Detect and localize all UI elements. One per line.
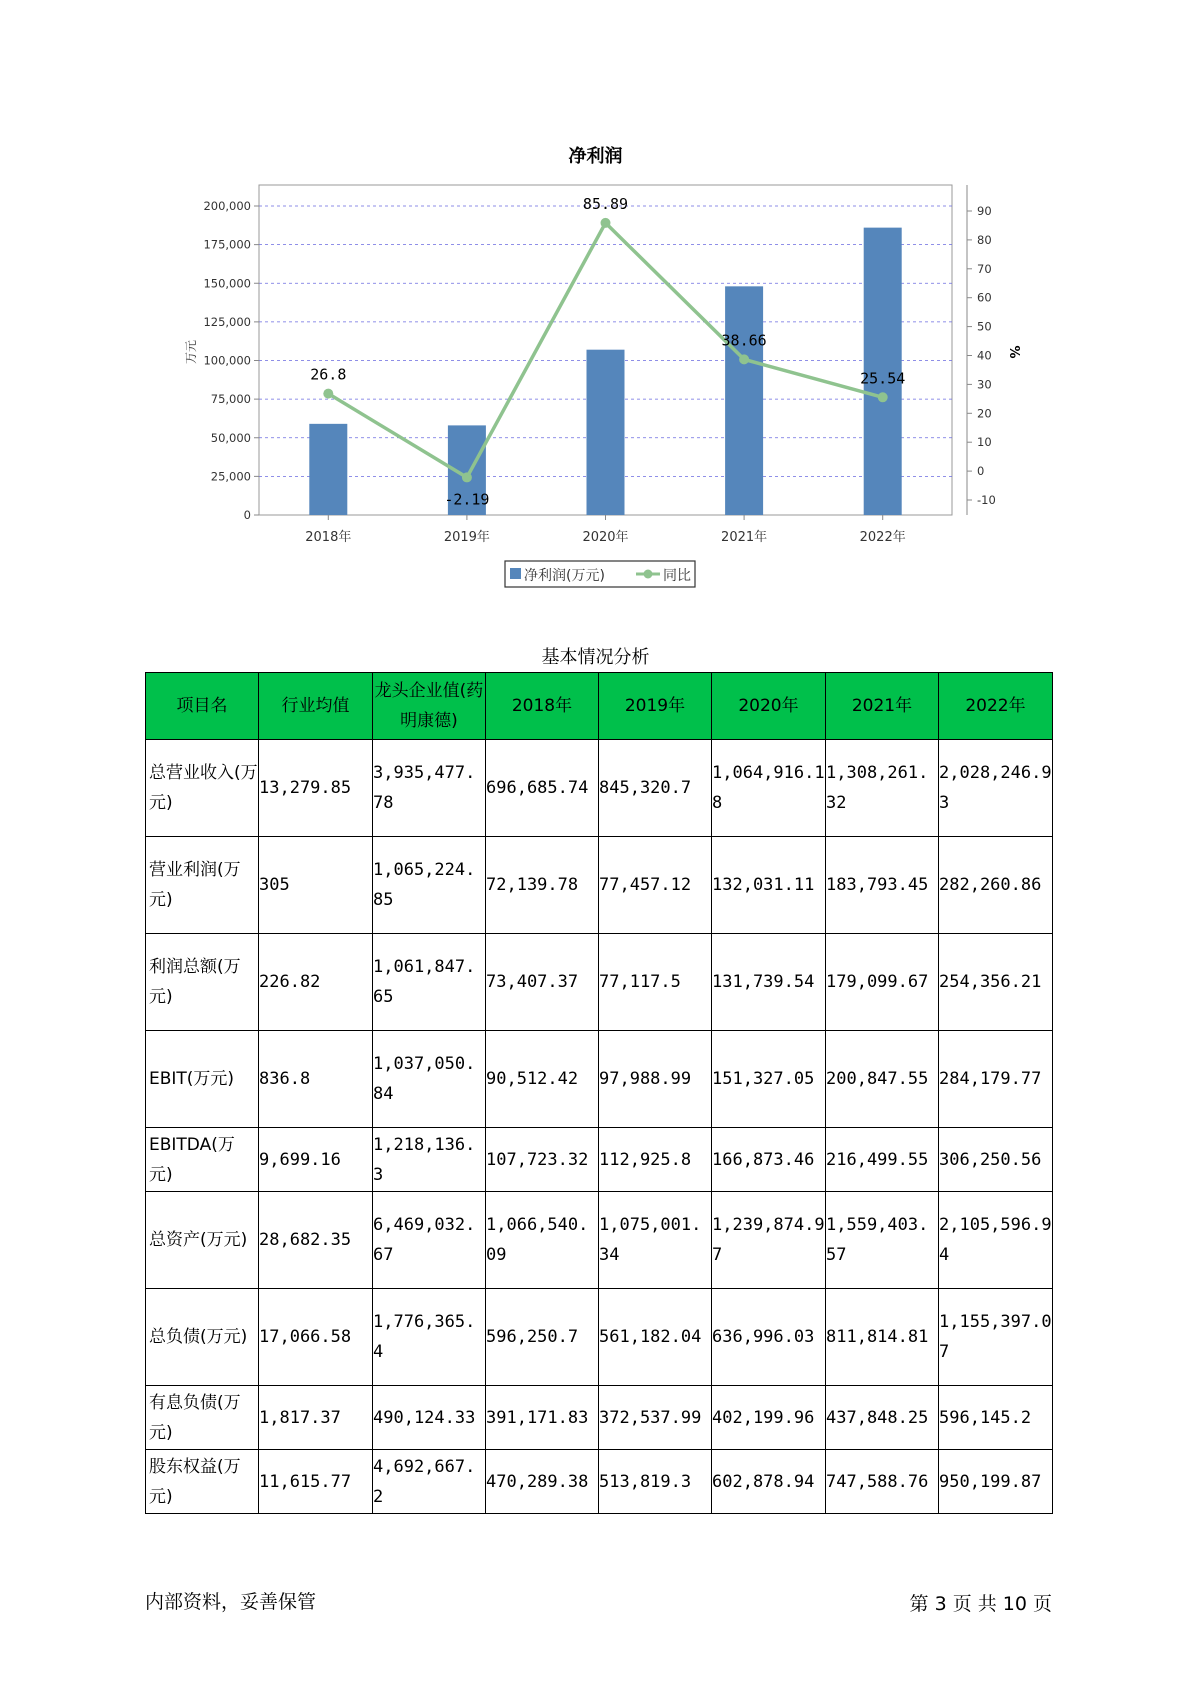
value-cell: 513,819.3 [599, 1450, 712, 1514]
value-cell: 391,171.83 [486, 1386, 599, 1450]
value-cell: 596,250.7 [486, 1289, 599, 1386]
table-caption: 基本情况分析 [541, 647, 650, 668]
header-cell: 2022年 [939, 673, 1053, 740]
table-row [146, 1192, 1053, 1289]
value-cell: 1,218,136.3 [373, 1128, 486, 1192]
value-cell: 11,615.77 [259, 1450, 373, 1514]
yoy-point [462, 472, 472, 482]
value-cell: 1,308,261.32 [826, 740, 939, 837]
table-row [146, 1128, 1053, 1192]
yoy-point [739, 354, 749, 364]
value-cell: 1,075,001.34 [599, 1192, 712, 1289]
value-cell: 1,065,224.85 [373, 837, 486, 934]
header-cell: 2018年 [486, 673, 599, 740]
bar [587, 350, 625, 515]
value-cell: 183,793.45 [826, 837, 939, 934]
value-cell: 1,061,847.65 [373, 934, 486, 1031]
y2-tick-label: 40 [977, 348, 992, 363]
value-cell: 402,199.96 [712, 1386, 826, 1450]
row-label-cell: 股东权益(万元) [146, 1450, 259, 1514]
value-cell: 77,117.5 [599, 934, 712, 1031]
value-cell: 13,279.85 [259, 740, 373, 837]
y2-tick-label: 70 [977, 261, 992, 276]
y-tick-label: 150,000 [203, 276, 251, 291]
basic-analysis-table [145, 672, 1053, 1514]
table-row [146, 1289, 1053, 1386]
value-cell: 254,356.21 [939, 934, 1053, 1031]
header-cell: 2020年 [712, 673, 826, 740]
row-label-cell: 营业利润(万元) [146, 837, 259, 934]
value-cell: 73,407.37 [486, 934, 599, 1031]
row-label-cell: 有息负债(万元) [146, 1386, 259, 1450]
value-cell: 1,817.37 [259, 1386, 373, 1450]
value-cell: 305 [259, 837, 373, 934]
table-header-row [146, 673, 1053, 740]
value-cell: 1,037,050.84 [373, 1031, 486, 1128]
value-cell: 490,124.33 [373, 1386, 486, 1450]
y-tick-label: 100,000 [203, 353, 251, 368]
y-tick-label: 50,000 [210, 430, 251, 445]
value-cell: 200,847.55 [826, 1031, 939, 1128]
header-cell: 项目名 [146, 673, 259, 740]
value-cell: 1,066,540.09 [486, 1192, 599, 1289]
value-cell: 90,512.42 [486, 1031, 599, 1128]
table-row [146, 934, 1053, 1031]
y2-tick-label: -10 [977, 493, 996, 507]
y-tick-label: 175,000 [203, 237, 251, 252]
value-cell: 1,776,365.4 [373, 1289, 486, 1386]
value-cell: 950,199.87 [939, 1450, 1053, 1514]
y2-tick-label: 20 [977, 406, 992, 421]
value-cell: 216,499.55 [826, 1128, 939, 1192]
y2-tick-label: 80 [977, 232, 992, 247]
value-cell: 836.8 [259, 1031, 373, 1128]
bar [309, 424, 347, 515]
data-label: 38.66 [721, 331, 767, 350]
legend-line-marker [644, 570, 653, 579]
value-cell: 28,682.35 [259, 1192, 373, 1289]
x-tick-label: 2018年 [305, 530, 352, 545]
x-tick-label: 2022年 [859, 530, 906, 545]
y2-tick-label: 0 [977, 464, 985, 479]
legend-label: 净利润(万元) [524, 568, 605, 584]
value-cell: 179,099.67 [826, 934, 939, 1031]
y2-tick-label: 30 [977, 377, 992, 392]
table-row [146, 740, 1053, 837]
value-cell: 811,814.81 [826, 1289, 939, 1386]
table-row [146, 1450, 1053, 1514]
value-cell: 72,139.78 [486, 837, 599, 934]
data-label: 26.8 [310, 365, 347, 384]
y-axis-label: 万元 [184, 339, 198, 365]
value-cell: 470,289.38 [486, 1450, 599, 1514]
y2-tick-label: 10 [977, 435, 992, 450]
table-row [146, 1386, 1053, 1450]
value-cell: 372,537.99 [599, 1386, 712, 1450]
x-tick-label: 2020年 [582, 530, 629, 545]
value-cell: 2,105,596.94 [939, 1192, 1053, 1289]
table-row [146, 837, 1053, 934]
data-label: 85.89 [582, 194, 629, 213]
value-cell: 132,031.11 [712, 837, 826, 934]
net-profit-chart [0, 0, 1191, 600]
header-cell: 行业均值 [259, 673, 373, 740]
row-label-cell: EBIT(万元) [146, 1031, 259, 1128]
value-cell: 306,250.56 [939, 1128, 1053, 1192]
value-cell: 9,699.16 [259, 1128, 373, 1192]
value-cell: 77,457.12 [599, 837, 712, 934]
row-label-cell: 总营业收入(万元) [146, 740, 259, 837]
chart-title: 净利润 [568, 146, 623, 167]
value-cell: 107,723.32 [486, 1128, 599, 1192]
value-cell: 112,925.8 [599, 1128, 712, 1192]
legend-label: 同比 [663, 568, 691, 584]
y-tick-label: 75,000 [210, 392, 251, 407]
value-cell: 2,028,246.93 [939, 740, 1053, 837]
value-cell: 596,145.2 [939, 1386, 1053, 1450]
value-cell: 437,848.25 [826, 1386, 939, 1450]
y-tick-label: 0 [243, 508, 251, 522]
value-cell: 696,685.74 [486, 740, 599, 837]
value-cell: 284,179.77 [939, 1031, 1053, 1128]
y2-tick-label: 60 [977, 290, 992, 305]
row-label-cell: 总负债(万元) [146, 1289, 259, 1386]
value-cell: 17,066.58 [259, 1289, 373, 1386]
value-cell: 6,469,032.67 [373, 1192, 486, 1289]
x-tick-label: 2019年 [443, 530, 490, 545]
value-cell: 282,260.86 [939, 837, 1053, 934]
value-cell: 1,064,916.18 [712, 740, 826, 837]
yoy-point [601, 218, 611, 228]
value-cell: 151,327.05 [712, 1031, 826, 1128]
value-cell: 845,320.7 [599, 740, 712, 837]
row-label-cell: 总资产(万元) [146, 1192, 259, 1289]
y-tick-label: 200,000 [203, 199, 251, 213]
row-label-cell: EBITDA(万元) [146, 1128, 259, 1192]
y2-tick-label: 50 [977, 319, 992, 334]
value-cell: 1,239,874.97 [712, 1192, 826, 1289]
row-label-cell: 利润总额(万元) [146, 934, 259, 1031]
header-cell: 龙头企业值(药明康德) [373, 673, 486, 740]
y2-tick-label: 90 [977, 204, 992, 218]
footer-note: 内部资料，妥善保管 [145, 1591, 317, 1613]
value-cell: 131,739.54 [712, 934, 826, 1031]
header-cell: 2019年 [599, 673, 712, 740]
y2-axis-label: % [1006, 345, 1021, 359]
y-tick-label: 125,000 [203, 314, 251, 329]
value-cell: 561,182.04 [599, 1289, 712, 1386]
data-label: 25.54 [860, 369, 906, 388]
page-number: 第 3 页 共 10 页 [909, 1593, 1052, 1615]
value-cell: 747,588.76 [826, 1450, 939, 1514]
value-cell: 1,559,403.57 [826, 1192, 939, 1289]
x-tick-label: 2021年 [721, 530, 768, 545]
value-cell: 4,692,667.2 [373, 1450, 486, 1514]
bar [725, 286, 763, 515]
data-label: -2.19 [444, 490, 490, 509]
value-cell: 166,873.46 [712, 1128, 826, 1192]
table-row [146, 1031, 1053, 1128]
value-cell: 636,996.03 [712, 1289, 826, 1386]
yoy-point [878, 392, 888, 402]
value-cell: 226.82 [259, 934, 373, 1031]
value-cell: 3,935,477.78 [373, 740, 486, 837]
yoy-point [323, 389, 333, 399]
value-cell: 1,155,397.07 [939, 1289, 1053, 1386]
legend-bar-swatch [510, 568, 521, 579]
y-tick-label: 25,000 [210, 469, 251, 484]
value-cell: 97,988.99 [599, 1031, 712, 1128]
value-cell: 602,878.94 [712, 1450, 826, 1514]
header-cell: 2021年 [826, 673, 939, 740]
